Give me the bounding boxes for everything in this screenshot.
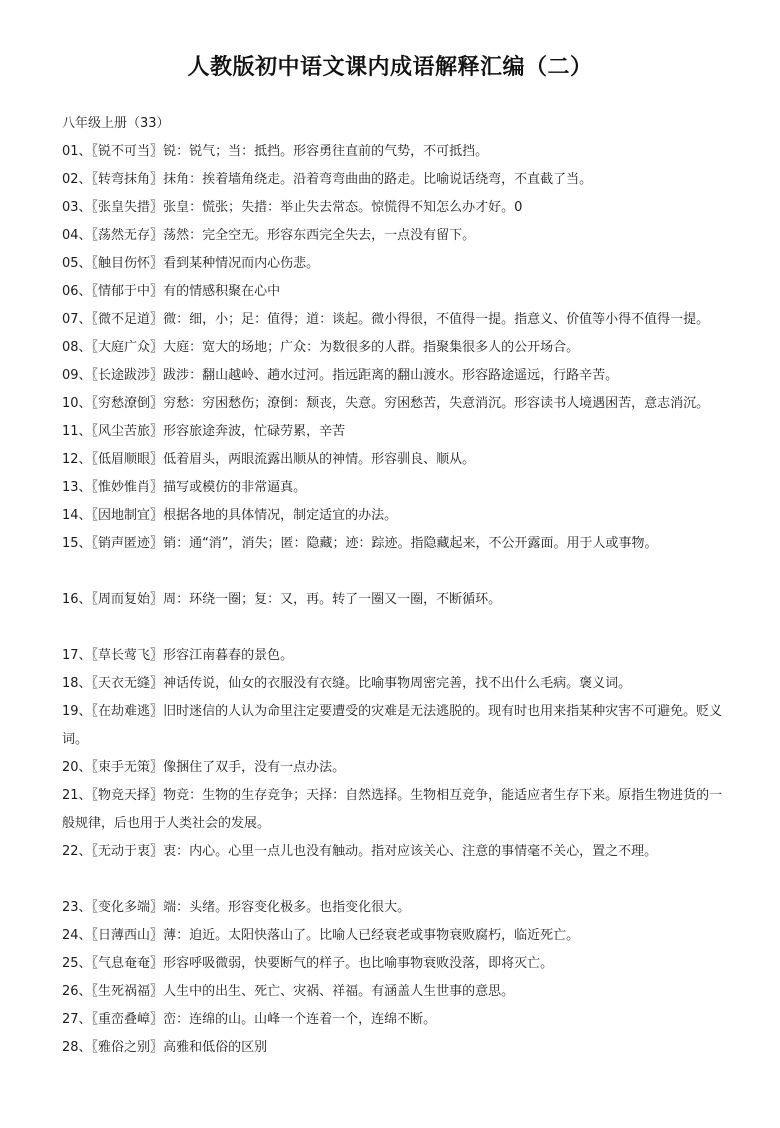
idiom-entry — [62, 166, 734, 194]
entry-number: 10、 — [62, 396, 92, 411]
entry-definition: 物竞：生物的生存竞争；天择：自然选择。生物相互竞争，能适应者生存下来。原指生物进货的一般规律，后也用于人类社会的发展。 — [62, 788, 723, 831]
entry-number: 14、 — [62, 508, 92, 523]
entry-definition: 衷：内心。心里一点儿也没有触动。指对应该关心、注意的事情毫不关心，置之不理。 — [163, 844, 658, 859]
entry-idiom: 〖转弯抹角〗 — [91, 172, 164, 187]
entry-number: 22、 — [62, 844, 92, 859]
idiom-entry — [62, 362, 734, 390]
entry-idiom: 〖销声匿迹〗 — [91, 536, 164, 551]
entry-number: 16、 — [62, 592, 92, 607]
idiom-entry — [62, 670, 734, 698]
entry-definition: 神话传说，仙女的衣服没有衣缝。比喻事物周密完善，找不出什么毛病。褒义词。 — [163, 676, 632, 691]
entry-number: 21、 — [62, 788, 92, 803]
entry-definition: 像捆住了双手，没有一点办法。 — [163, 760, 346, 775]
entry-idiom: 〖物竞天择〗 — [91, 788, 164, 803]
entry-number: 09、 — [62, 368, 92, 383]
page-title: 人教版初中语文课内成语解释汇编（二） — [187, 55, 593, 80]
entry-number: 24、 — [62, 928, 92, 943]
entry-number: 02、 — [62, 172, 92, 187]
entry-definition: 看到某种情况而内心伤悲。 — [163, 256, 320, 271]
idiom-entry — [62, 586, 734, 614]
entry-number: 03、 — [62, 200, 92, 215]
entry-number: 13、 — [62, 480, 92, 495]
idiom-entry — [62, 1034, 734, 1062]
idiom-entry — [62, 502, 734, 530]
entry-definition: 跋涉：翻山越岭、趟水过河。指远距离的翻山渡水。形容路途遥远，行路辛苦。 — [163, 368, 619, 383]
entry-idiom: 〖日薄西山〗 — [91, 928, 164, 943]
entry-number: 28、 — [62, 1040, 92, 1055]
entry-number: 18、 — [62, 676, 92, 691]
entry-number: 23、 — [62, 900, 92, 915]
entry-definition: 旧时迷信的人认为命里注定要遭受的灾难是无法逃脱的。现有时也用来指某种灾害不可避免。贬义词。 — [62, 704, 723, 747]
entry-idiom: 〖微不足道〗 — [91, 312, 164, 327]
entry-number: 17、 — [62, 648, 92, 663]
idiom-entry — [62, 306, 734, 334]
entry-idiom: 〖张皇失措〗 — [91, 200, 164, 215]
entry-idiom: 〖重峦叠嶂〗 — [91, 1012, 164, 1027]
entry-idiom: 〖锐不可当〗 — [91, 144, 164, 159]
idiom-entry — [62, 782, 734, 838]
idiom-entry — [62, 250, 734, 278]
entry-definition: 形容呼吸微弱，快要断气的样子。也比喻事物衰败没落，即将灭亡。 — [163, 956, 554, 971]
entry-definition: 周：环绕一圈；复：又，再。转了一圈又一圈，不断循环。 — [163, 592, 502, 607]
idiom-entry — [62, 446, 734, 474]
entry-definition: 薄：迫近。太阳快落山了。比喻人已经衰老或事物衰败腐朽，临近死亡。 — [163, 928, 580, 943]
entry-number: 04、 — [62, 228, 92, 243]
entry-idiom: 〖荡然无存〗 — [91, 228, 164, 243]
entry-idiom: 〖周而复始〗 — [91, 592, 164, 607]
entry-idiom: 〖穷愁潦倒〗 — [91, 396, 164, 411]
entry-definition: 描写或模仿的非常逼真。 — [163, 480, 307, 495]
entry-number: 01、 — [62, 144, 92, 159]
idiom-entry — [62, 950, 734, 978]
idiom-entry — [62, 474, 734, 502]
entry-idiom: 〖束手无策〗 — [91, 760, 164, 775]
idiom-entry — [62, 194, 734, 222]
entry-number: 05、 — [62, 256, 92, 271]
entry-idiom: 〖生死祸福〗 — [91, 984, 164, 999]
idiom-entry — [62, 390, 734, 418]
entry-idiom: 〖在劫难逃〗 — [91, 704, 164, 719]
entry-idiom: 〖风尘苦旅〗 — [91, 424, 164, 439]
entry-idiom: 〖惟妙惟肖〗 — [91, 480, 164, 495]
entry-idiom: 〖变化多端〗 — [91, 900, 164, 915]
entry-definition: 抹角：挨着墙角绕走。沿着弯弯曲曲的路走。比喻说话绕弯，不直截了当。 — [163, 172, 593, 187]
entry-definition: 张皇：慌张；失措：举止失去常态。惊慌得不知怎么办才好。0 — [163, 200, 523, 215]
entry-definition: 销：通“消”，消失；匿：隐藏；迹：踪迹。指隐藏起来，不公开露面。用于人或事物。 — [163, 536, 658, 551]
entry-number: 26、 — [62, 984, 92, 999]
idiom-entry — [62, 894, 734, 922]
idiom-entry — [62, 698, 734, 754]
idiom-list — [62, 138, 734, 1062]
idiom-entry — [62, 334, 734, 362]
entry-idiom: 〖无动于衷〗 — [91, 844, 164, 859]
entry-idiom: 〖情郁于中〗 — [91, 284, 164, 299]
entry-number: 08、 — [62, 340, 92, 355]
entry-number: 27、 — [62, 1012, 92, 1027]
entry-number: 25、 — [62, 956, 92, 971]
idiom-entry — [62, 922, 734, 950]
entry-idiom: 〖因地制宜〗 — [91, 508, 164, 523]
idiom-entry — [62, 754, 734, 782]
entry-number: 12、 — [62, 452, 92, 467]
idiom-entry — [62, 978, 734, 1006]
entry-definition: 端：头绪。形容变化极多。也指变化很大。 — [163, 900, 411, 915]
entry-number: 20、 — [62, 760, 92, 775]
entry-definition: 荡然：完全空无。形容东西完全失去，一点没有留下。 — [163, 228, 476, 243]
entry-definition: 微：细，小；足：值得；道：谈起。微小得很，不值得一提。指意义、价值等小得不值得一提。 — [163, 312, 710, 327]
entry-idiom: 〖长途跋涉〗 — [91, 368, 164, 383]
entry-idiom: 〖雅俗之别〗 — [91, 1040, 164, 1055]
entry-definition: 形容旅途奔波，忙碌劳累，辛苦 — [163, 424, 346, 439]
entry-definition: 低着眉头，两眼流露出顺从的神情。形容驯良、顺从。 — [163, 452, 476, 467]
entry-definition: 人生中的出生、死亡、灾祸、祥福。有涵盖人生世事的意思。 — [163, 984, 515, 999]
entry-number: 11、 — [62, 424, 92, 439]
entry-definition: 锐：锐气；当：抵挡。形容勇往直前的气势，不可抵挡。 — [163, 144, 489, 159]
entry-definition: 形容江南暮春的景色。 — [163, 648, 294, 663]
entry-idiom: 〖大庭广众〗 — [91, 340, 164, 355]
idiom-entry — [62, 838, 734, 866]
idiom-entry — [62, 278, 734, 306]
entry-idiom: 〖气息奄奄〗 — [91, 956, 164, 971]
section-heading: 八年级上册（33） — [62, 116, 170, 131]
entry-idiom: 〖天衣无缝〗 — [91, 676, 164, 691]
entry-definition: 穷愁：穷困愁伤；潦倒：颓丧，失意。穷困愁苦，失意消沉。形容读书人境遇困苦，意志消沉。 — [163, 396, 710, 411]
idiom-entry — [62, 642, 734, 670]
idiom-entry — [62, 1006, 734, 1034]
entry-definition: 高雅和低俗的区别 — [163, 1040, 268, 1055]
entry-idiom: 〖触目伤怀〗 — [91, 256, 164, 271]
idiom-entry — [62, 222, 734, 250]
idiom-entry — [62, 418, 734, 446]
idiom-entry — [62, 138, 734, 166]
entry-number: 19、 — [62, 704, 92, 719]
entry-definition: 根据各地的具体情况，制定适宜的办法。 — [163, 508, 398, 523]
entry-definition: 大庭：宽大的场地；广众：为数很多的人群。指聚集很多人的公开场合。 — [163, 340, 580, 355]
entry-idiom: 〖草长莺飞〗 — [91, 648, 164, 663]
idiom-entry — [62, 530, 734, 558]
entry-idiom: 〖低眉顺眼〗 — [91, 452, 164, 467]
entry-number: 07、 — [62, 312, 92, 327]
entry-number: 06、 — [62, 284, 92, 299]
entry-definition: 有的情感积聚在心中 — [163, 284, 281, 299]
entry-number: 15、 — [62, 536, 92, 551]
entry-definition: 峦：连绵的山。山峰一个连着一个，连绵不断。 — [163, 1012, 437, 1027]
